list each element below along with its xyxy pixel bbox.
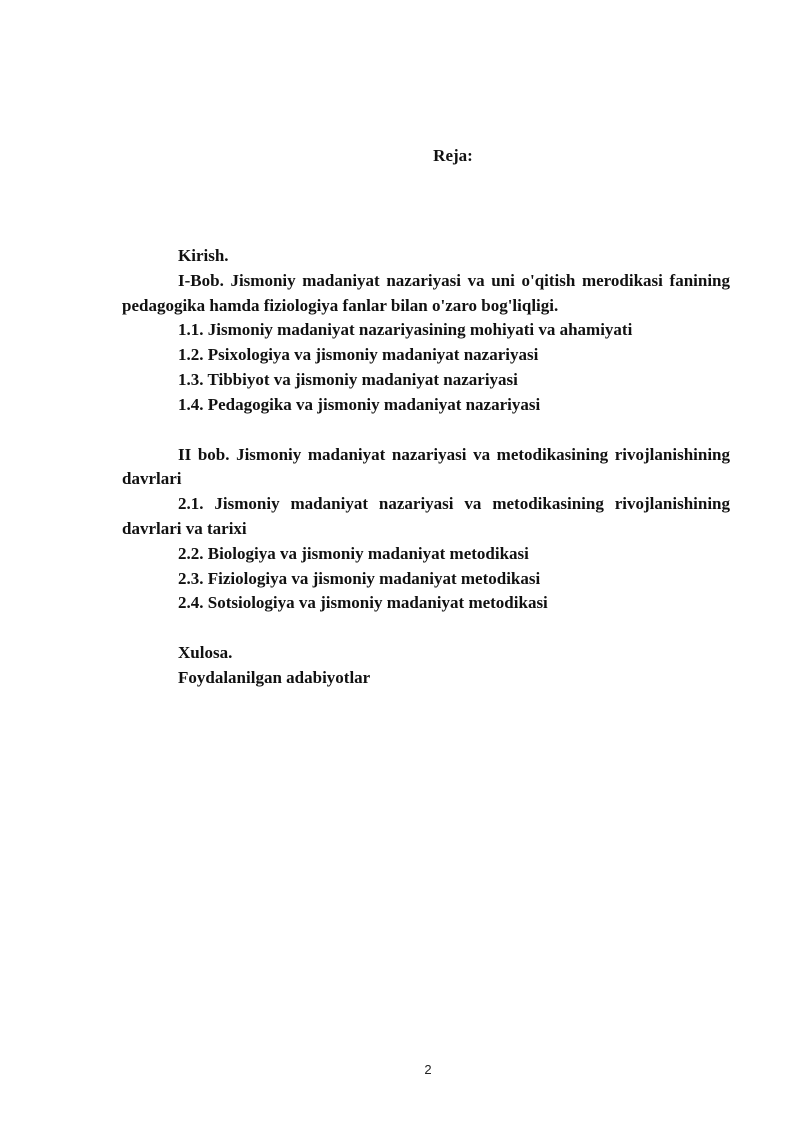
chapter-2-heading: II bob. Jismoniy madaniyat nazariyasi va metodikasining rivojlanishining davrlari: [122, 444, 730, 489]
page-title: Reja:: [433, 146, 473, 165]
section-2-1: 2.1. Jismoniy madaniyat nazariyasi va metodikasining rivojlanishining davrlari va tarixi: [122, 494, 730, 538]
conclusion-entry: Xulosa.: [178, 643, 233, 663]
section-1-2: 1.2. Psixologiya va jismoniy madaniyat nazariyasi: [178, 345, 539, 365]
intro-entry: Kirish.: [178, 246, 229, 265]
section-1-4: 1.4. Pedagogika va jismoniy madaniyat nazariyasi: [178, 394, 541, 414]
spacer: [122, 418, 730, 443]
references-entry: Foydalanilgan adabiyotlar: [178, 667, 371, 687]
table-of-contents: [122, 244, 730, 691]
section-2-2: 2.2. Biologiya va jismoniy madaniyat metodikasi: [178, 543, 529, 563]
section-2-4: 2.4. Sotsiologiya va jismoniy madaniyat metodikasi: [178, 593, 548, 613]
chapter-1-heading: I-Bob. Jismoniy madaniyat nazariyasi va uni o'qitish merodikasi fanining pedagogika hamda fiziologiya fanlar bilan o'zaro bog'liqligi.: [122, 270, 730, 315]
spacer: [122, 616, 730, 641]
section-1-1: 1.1. Jismoniy madaniyat nazariyasining mohiyati va ahamiyati: [178, 320, 633, 340]
page-number: 2: [424, 1062, 432, 1077]
section-1-3: 1.3. Tibbiyot va jismoniy madaniyat nazariyasi: [178, 369, 518, 389]
section-2-3: 2.3. Fiziologiya va jismoniy madaniyat metodikasi: [178, 568, 541, 588]
